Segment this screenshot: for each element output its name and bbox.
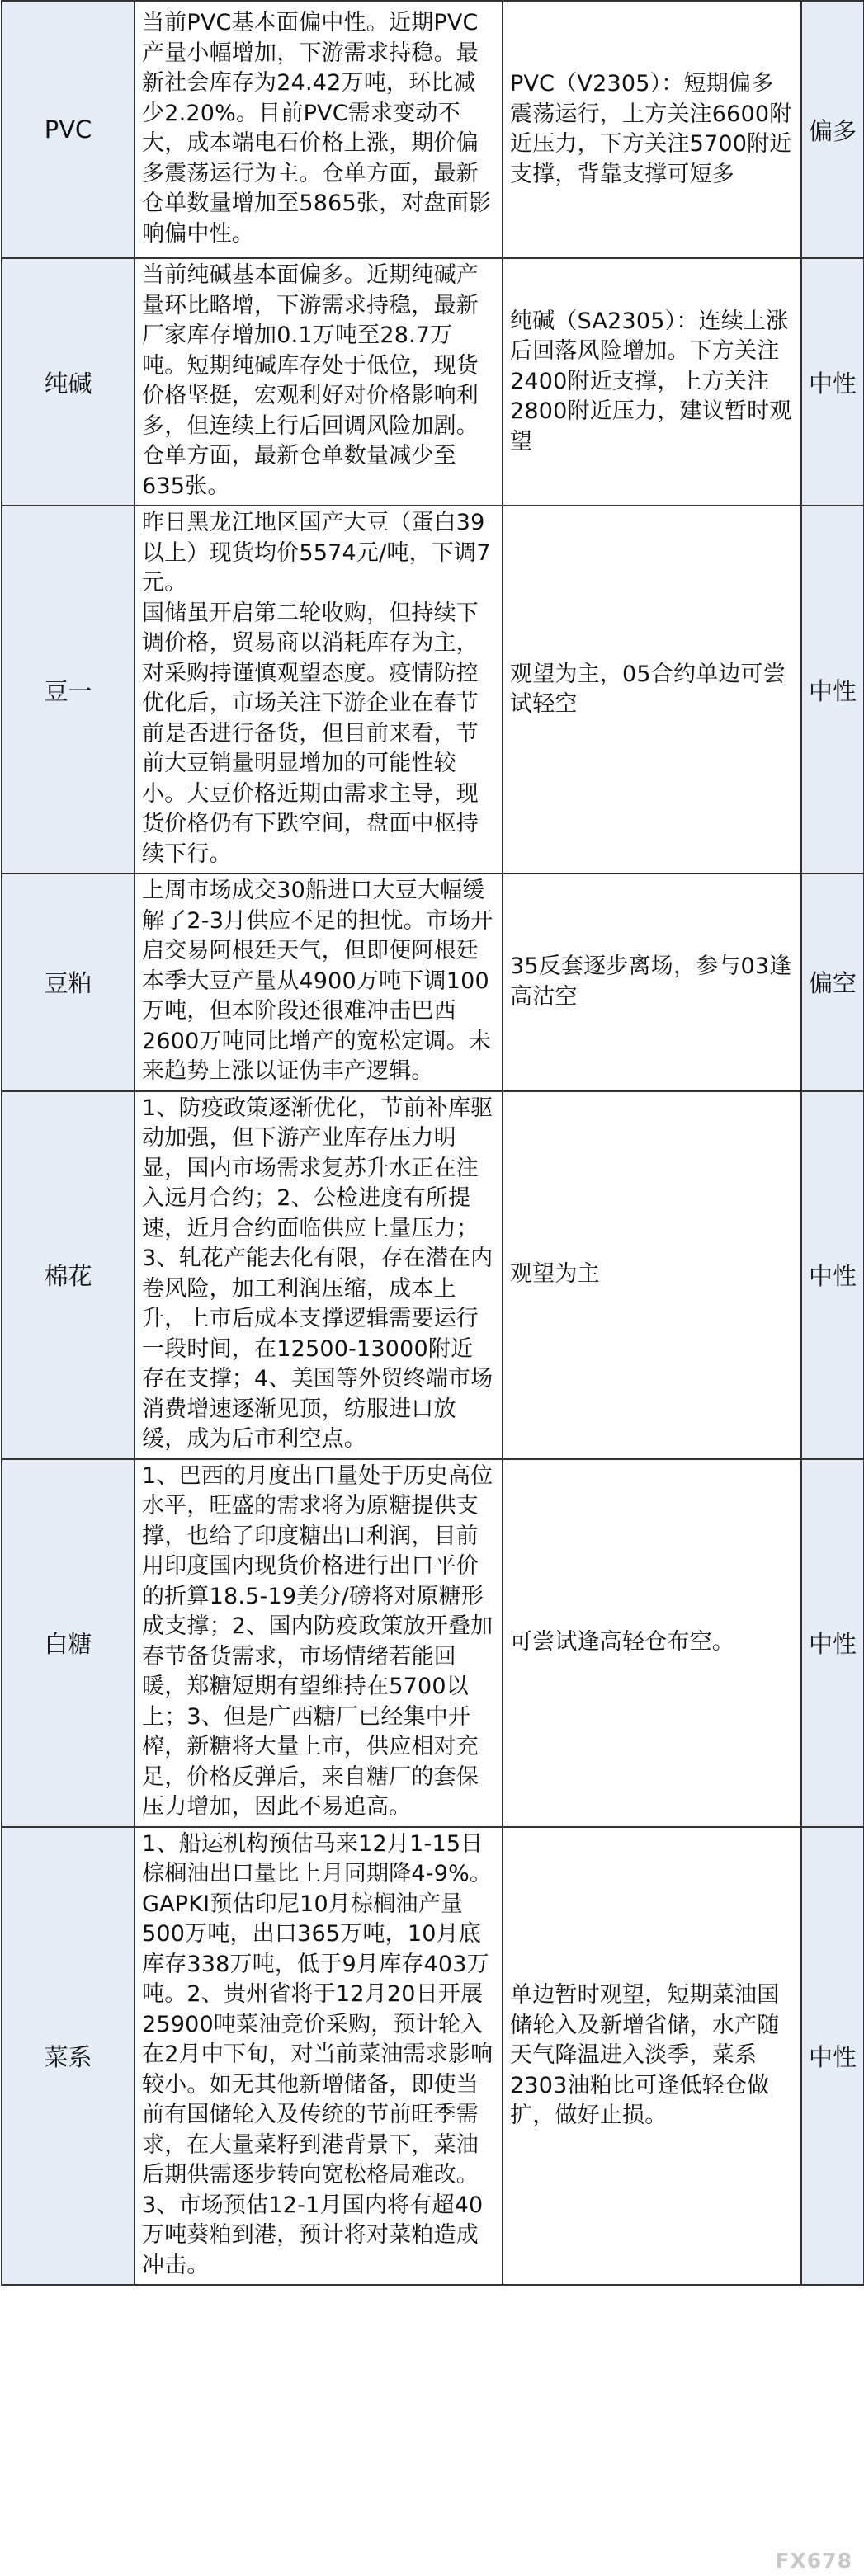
view-cell: 中性: [801, 506, 864, 874]
analysis-paragraph: 当前纯碱基本面偏多。近期纯碱产量环比略增，下游需求持稳，最新厂家库存增加0.1万吨至28.7万吨。短期纯碱库存处于低位，现货价格坚挺，宏观利好对价格影响利多，但连续上行后回调风险加剧。仓单方面，最新仓单数量减少至635张。: [142, 262, 479, 499]
analysis-cell: [135, 1, 503, 258]
table-row: [2, 874, 864, 1091]
analysis-paragraph: 当前PVC基本面偏中性。近期PVC产量小幅增加，下游需求持稳。最新社会库存为24.42万吨，环比减少2.20%。目前PVC需求变动不大，成本端电石价格上涨，期价偏多震荡运行为主。仓单方面，最新仓单数量增加至5865张，对盘面影响偏中性。: [142, 10, 492, 247]
strategy-cell: PVC（V2305）：短期偏多震荡运行，上方关注6600附近压力，下方关注5700附近支撑，背靠支撑可短多: [503, 1, 801, 258]
view-cell: 中性: [801, 1459, 864, 1827]
strategy-cell: 观望为主，05合约单边可尝试轻空: [503, 506, 801, 874]
view-cell: 中性: [801, 1091, 864, 1459]
strategy-cell: 观望为主: [503, 1091, 801, 1459]
commodity-name-cell: 白糖: [2, 1459, 135, 1827]
strategy-cell: 35反套逐步离场，参与03逢高沽空: [503, 874, 801, 1091]
table-row: [2, 506, 864, 874]
analysis-paragraph: 1、巴西的月度出口量处于历史高位水平，旺盛的需求将为原糖提供支撑，也给了印度糖出口利润，目前用印度国内现货价格进行出口平价的折算18.5-19美分/磅将对原糖形成支撑；2、国内防疫政策放开叠加春节备货需求，市场情绪若能回暖，郑糖短期有望维持在5700以上；3、但是广西糖厂已经集中开榨，新糖将大量上市，供应相对充足，价格反弹后，来自糖厂的套保压力增加，因此不易追高。: [142, 1462, 493, 1820]
commodity-name-cell: 菜系: [2, 1827, 135, 2286]
analysis-paragraph: 昨日黑龙江地区国产大豆（蛋白39以上）现货均价5574元/吨，下调7元。: [142, 510, 491, 596]
strategy-cell: 可尝试逢高轻仓布空。: [503, 1459, 801, 1827]
table-row: [2, 1827, 864, 2286]
view-cell: 中性: [801, 1827, 864, 2286]
table-row: [2, 258, 864, 506]
analysis-cell: [135, 1091, 503, 1459]
futures-strategy-table: [1, 0, 864, 2286]
analysis-cell: [135, 258, 503, 506]
commodity-name-cell: 豆一: [2, 506, 135, 874]
strategy-cell: 纯碱（SA2305）：连续上涨后回落风险增加。下方关注2400附近支撑，上方关注2800附近压力，建议暂时观望: [503, 258, 801, 506]
commodity-name-cell: 棉花: [2, 1091, 135, 1459]
analysis-paragraph: 1、防疫政策逐渐优化，节前补库驱动加强，但下游产业库存压力明显，国内市场需求复苏升水正在注入远月合约；2、公检进度有所提速，近月合约面临供应上量压力；3、轧花产能去化有限，存在潜在内卷风险，加工利润压缩，成本上升，上市后成本支撑逻辑需要运行一段时间，在12500-13000附近存在支撑；4、美国等外贸终端市场消费增速逐渐见顶，纺服进口放缓，成为后市利空点。: [142, 1095, 493, 1452]
table-row: [2, 1, 864, 258]
view-cell: 中性: [801, 258, 864, 506]
table-body: [2, 1, 864, 2285]
table-row: [2, 1459, 864, 1827]
view-cell: 偏多: [801, 1, 864, 258]
analysis-cell: [135, 1459, 503, 1827]
analysis-cell: [135, 874, 503, 1091]
commodity-name-cell: 纯碱: [2, 258, 135, 506]
strategy-cell: 单边暂时观望，短期菜油国储轮入及新增省储，水产随天气降温进入淡季，菜系2303油粕比可逢低轻仓做扩，做好止损。: [503, 1827, 801, 2286]
watermark-logo: FX678: [775, 2549, 852, 2573]
table-row: [2, 1091, 864, 1459]
analysis-paragraph: 1、船运机构预估马来12月1-15日棕榈油出口量比上月同期降4-9%。GAPKI预估印尼10月棕榈油产量500万吨，出口365万吨，10月底库存338万吨，低于9月库存403万吨。2、贵州省将于12月20日开展25900吨菜油竞价采购，预计轮入在2月中下旬，对当前菜油需求影响较小。如无其他新增储备，即使当前有国储轮入及传统的节前旺季需求，在大量菜籽到港背景下，菜油后期供需逐步转向宽松格局难改。3、市场预估12-1月国内将有超40万吨葵粕到港，预计将对菜粕造成冲击。: [142, 1830, 493, 2278]
analysis-cell: [135, 1827, 503, 2286]
commodity-name-cell: 豆粕: [2, 874, 135, 1091]
commodity-name-cell: PVC: [2, 1, 135, 258]
analysis-paragraph: 上周市场成交30船进口大豆大幅缓解了2-3月供应不足的担忧。市场开启交易阿根廷天气，但即便阿根廷本季大豆产量从4900万吨下调100万吨，但本阶段还很难冲击巴西2600万吨同比增产的宽松定调。未来趋势上涨以证伪丰产逻辑。: [142, 878, 493, 1084]
analysis-paragraph: 国储虽开启第二轮收购，但持续下调价格，贸易商以消耗库存为主，对采购持谨慎观望态度。疫情防控优化后，市场关注下游企业在春节前是否进行备货，但目前来看，节前大豆销量明显增加的可能性较小。大豆价格近期由需求主导，现货价格仍有下跌空间，盘面中枢持续下行。: [142, 600, 479, 867]
view-cell: 偏空: [801, 874, 864, 1091]
analysis-cell: [135, 506, 503, 874]
